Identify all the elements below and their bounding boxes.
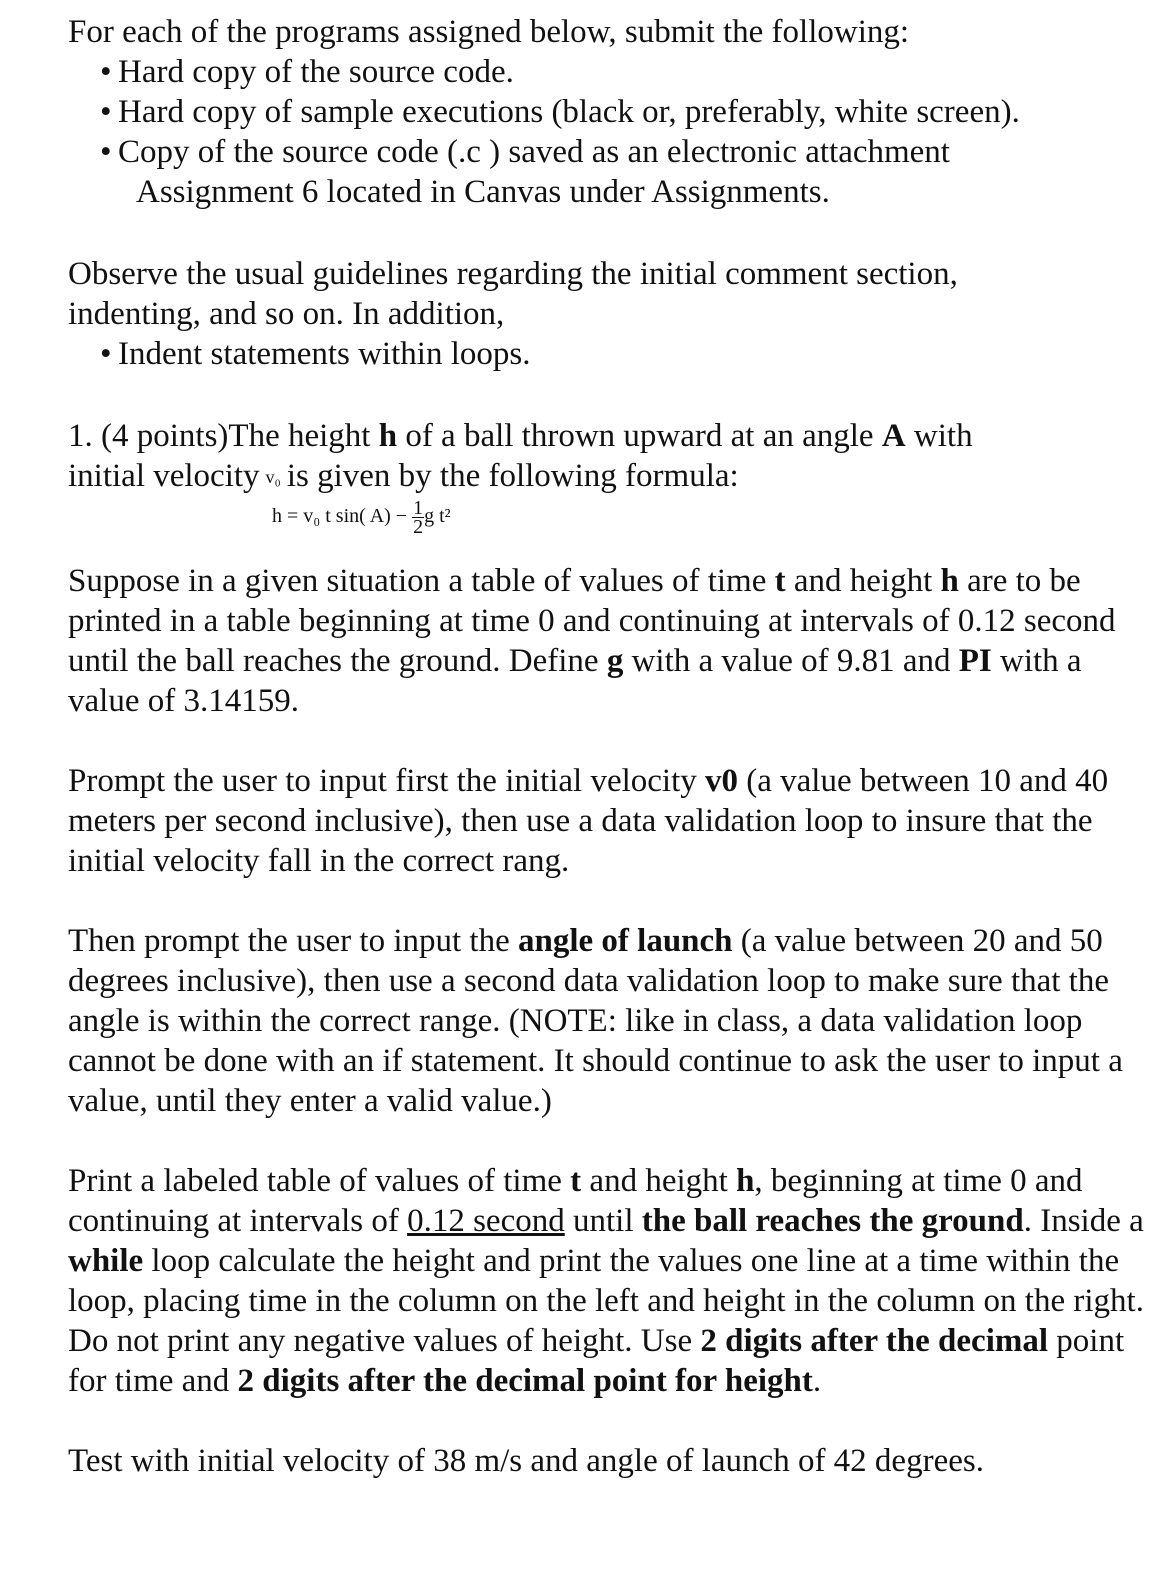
submission-list: [68, 52, 1148, 172]
bullet-icon: •: [100, 94, 112, 130]
suppose-paragraph: Suppose in a given situation a table of values of time t and height h are to be printed in a table beginning at time 0 and continuing at intervals of 0.12 second until the ball reaches the ground. Define g with a value of 9.81 and PI with a value of 3.14159.: [68, 563, 1116, 719]
formula-expression: h = v₀ t sin( A) − $\frac{1}{2}$ g t²: [272, 497, 451, 538]
height-formula: [68, 497, 1148, 561]
formula-fraction: $\frac{1}{2}$: [413, 497, 424, 538]
bullet-icon: •: [100, 336, 112, 372]
bullet-icon: •: [100, 54, 112, 90]
bullet-icon: •: [100, 134, 112, 170]
bullet-text: Hard copy of the source code.: [118, 54, 514, 90]
problem-line2: initial velocity v₀ is given by the following formula:: [68, 458, 739, 494]
guidelines-list: [68, 334, 1148, 374]
bullet-text: Copy of the source code (.c ) saved as an electronic attachment: [118, 134, 950, 170]
bullet-continuation: Assignment 6 located in Canvas under Assignments.: [136, 174, 830, 210]
problem-heading: 1. (4 points)The height h of a ball thrown upward at an angle A with: [68, 418, 973, 454]
list-item: [68, 334, 1148, 374]
list-item: [68, 132, 1148, 172]
intro-line: For each of the programs assigned below, submit the following:: [68, 14, 910, 50]
guidelines-line2: indenting, and so on. In addition,: [68, 296, 505, 332]
bullet-text: Hard copy of sample executions (black or, preferably, white screen).: [118, 94, 1020, 130]
assignment-document: [68, 12, 1148, 1481]
guidelines-line1: Observe the usual guidelines regarding the initial comment section,: [68, 256, 958, 292]
prompt-angle-paragraph: Then prompt the user to input the angle of launch (a value between 20 and 50 degrees inclusive), then use a second data validation loop to make sure that the angle is within the correct range. (NOTE: like in class, a data validation loop cannot be done with an if statement. It should continue to ask the user to input a value, until they enter a valid value.): [68, 923, 1123, 1119]
list-item: [68, 92, 1148, 132]
test-instruction: Test with initial velocity of 38 m/s and angle of launch of 42 degrees.: [68, 1443, 984, 1479]
print-table-paragraph: Print a labeled table of values of time t and height h, beginning at time 0 and continuing at intervals of 0.12 second until the ball reaches the ground. Inside a while loop calculate the height and print the values one line at a time within the loop, placing time in the column on the left and height in the column on the right. Do not print any negative values of height. Use 2 digits after the decimal point for time and 2 digits after the decimal point for height.: [68, 1163, 1144, 1399]
bullet-text: Indent statements within loops.: [118, 336, 531, 372]
v0-symbol: v₀: [265, 467, 281, 487]
prompt-velocity-paragraph: Prompt the user to input first the initial velocity v0 (a value between 10 and 40 meters per second inclusive), then use a data validation loop to insure that the initial velocity fall in the correct rang.: [68, 763, 1109, 879]
list-item: [68, 52, 1148, 92]
